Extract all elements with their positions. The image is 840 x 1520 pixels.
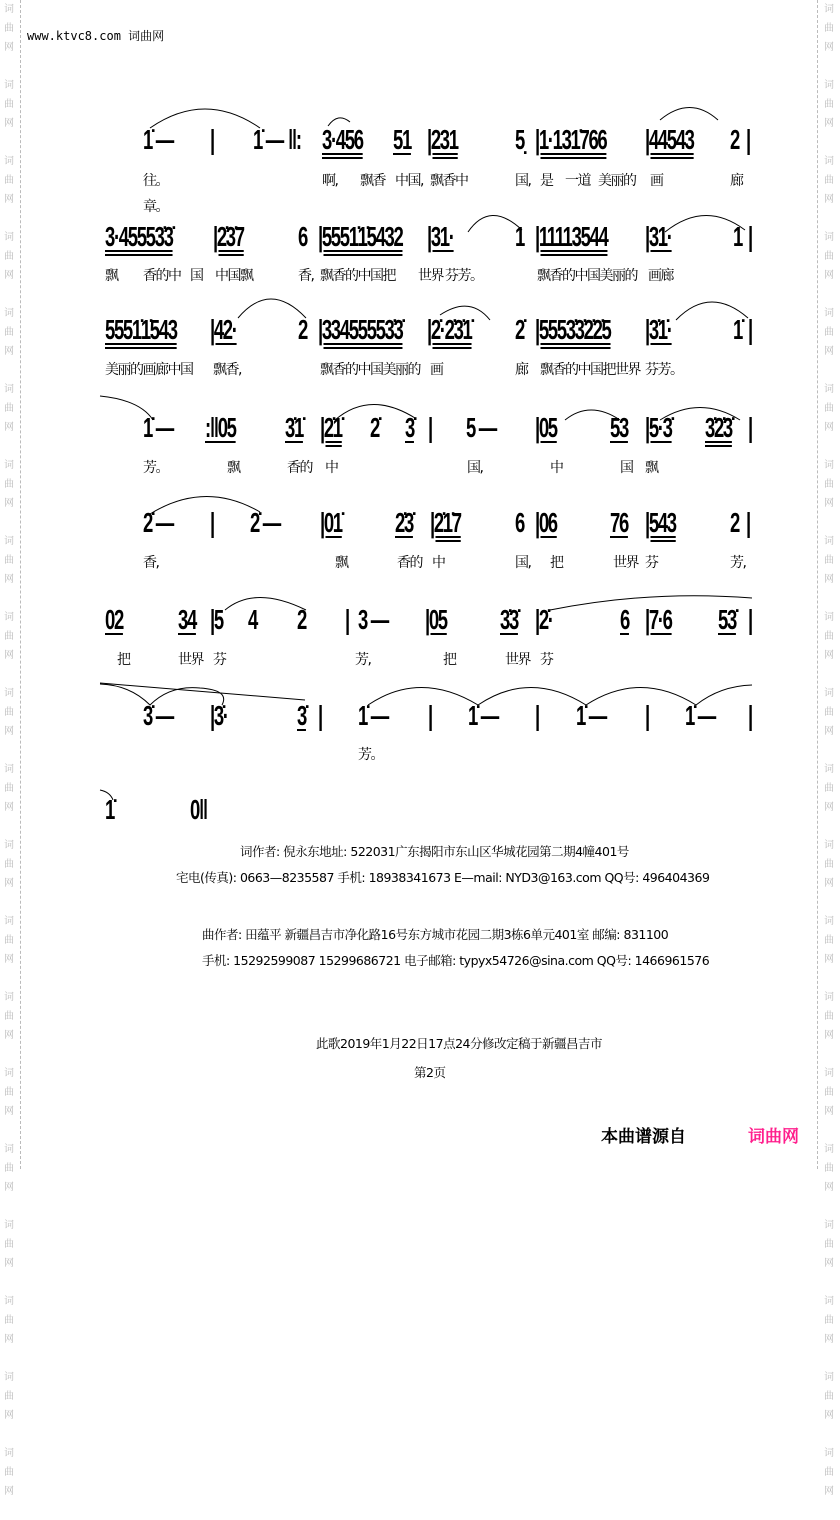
note-group: |2̇1̇7	[430, 507, 461, 538]
lyric: 国	[190, 268, 203, 284]
note-group: 1̇	[105, 794, 114, 825]
lyric: 国,	[467, 460, 483, 476]
note-group: |11113544	[535, 221, 608, 252]
lyric: 飘香,	[213, 362, 241, 378]
note-group: 02	[105, 604, 123, 635]
bar-line: |	[748, 221, 752, 252]
watermark-right: 词 曲 网 词 曲 网 词 曲 网 词 曲 网 词 曲 网 词 曲 网 词 曲 网 词 曲 网 词 曲 网 词 曲 网 词 曲 网 词 曲 网 词 曲 网 词 曲 网 词 曲 网 词 曲 网 词 曲 网 词 曲 网 词 曲 网 词 曲 网	[824, 4, 834, 1497]
lyric: 飘香的中国美丽的	[537, 268, 637, 284]
lyric: 把	[550, 555, 563, 571]
note-group: 5̣	[515, 124, 524, 155]
note-group: |42·	[210, 314, 237, 345]
bar-line: |	[345, 604, 349, 635]
note-group: 1̇ —	[358, 700, 388, 731]
lyric: 画	[650, 173, 663, 189]
note-group: |2̇3̇7	[213, 221, 244, 252]
bar-line: |	[210, 507, 214, 538]
bar-line: |	[748, 604, 752, 635]
note-group: 2	[297, 604, 306, 635]
note-group: |3̇1̇·	[645, 314, 672, 345]
note-group: 34	[178, 604, 196, 635]
lyric: 章。	[143, 199, 168, 215]
lyric: 飘香中	[430, 173, 468, 189]
note-group: 1̇ —	[468, 700, 498, 731]
note-group: :‖05	[205, 412, 236, 443]
lyric: 芳。	[143, 460, 168, 476]
note-group: 6	[515, 507, 524, 538]
lyric: 廊	[730, 173, 743, 189]
lyric: 把	[117, 652, 130, 668]
bar-line: |	[318, 700, 322, 731]
lyric: 香的中	[143, 268, 181, 284]
lyric: 芬	[213, 652, 226, 668]
note-group: 1̇ —	[143, 412, 173, 443]
source-site-link[interactable]: 词曲网	[748, 1127, 799, 1147]
note-group: 6	[620, 604, 629, 635]
note-group: |231	[427, 124, 458, 155]
right-margin-line	[817, 0, 818, 1169]
lyric: 世界	[505, 652, 530, 668]
bar-line: |	[210, 124, 214, 155]
note-group: |3̇·	[210, 700, 228, 731]
note-group: 2	[298, 314, 307, 345]
note-group: 4	[248, 604, 257, 635]
lyric: 香的	[397, 555, 422, 571]
note-group: 2̇3̇	[395, 507, 413, 538]
note-group: 3·456	[322, 124, 363, 155]
note-group: 2	[730, 507, 739, 538]
lyric: 飘香的中国把	[320, 268, 395, 284]
page-number: 第2页	[414, 1065, 446, 1080]
left-margin-line	[20, 0, 21, 1169]
note-group: |33455553̇3̇	[318, 314, 403, 345]
note-group: 2	[730, 124, 739, 155]
lyric: 芳,	[355, 652, 371, 668]
note-group: 2̇ —	[143, 507, 173, 538]
lyric: 画	[430, 362, 443, 378]
note-group: 3̇3̇	[500, 604, 518, 635]
note-group: 51	[393, 124, 411, 155]
bar-line: |	[746, 507, 750, 538]
lyric: 国	[620, 460, 633, 476]
bar-line: |	[645, 700, 649, 731]
bar-line: |	[748, 314, 752, 345]
lyric: 国,	[515, 173, 531, 189]
lyric: 飘	[227, 460, 240, 476]
lyric: 中国,	[395, 173, 423, 189]
lyric: 芳,	[730, 555, 746, 571]
lyric: 香,	[298, 268, 314, 284]
note-group: |7·6	[645, 604, 672, 635]
site-header: www.ktvc8.com 词曲网	[27, 29, 165, 43]
note-group: 2̇	[515, 314, 524, 345]
lyric: 国,	[515, 555, 531, 571]
lyric: 啊,	[322, 173, 338, 189]
lyric: 把	[443, 652, 456, 668]
composer-info: 曲作者: 田蕴平 新疆昌吉市净化路16号东方城市花园二期3栋6单元401室 邮编: 831100	[202, 927, 669, 942]
lyric: 芬	[645, 555, 658, 571]
note-group: |44543	[645, 124, 694, 155]
note-group: 3̇2̇3̇	[705, 412, 732, 443]
lyric: 画廊	[648, 268, 673, 284]
note-group: 3 —	[358, 604, 388, 635]
lyric: 飘香	[360, 173, 385, 189]
note-group: 5 —	[466, 412, 496, 443]
lyric: 往。	[143, 173, 168, 189]
note-group: |05	[425, 604, 447, 635]
watermark-left: 词 曲 网 词 曲 网 词 曲 网 词 曲 网 词 曲 网 词 曲 网 词 曲 网 词 曲 网 词 曲 网 词 曲 网 词 曲 网 词 曲 网 词 曲 网 词 曲 网 词 曲 网 词 曲 网 词 曲 网 词 曲 网 词 曲 网 词 曲 网	[4, 4, 14, 1497]
bar-line: |	[748, 700, 752, 731]
note-group: 1̇	[733, 314, 742, 345]
lyric: 芳。	[358, 747, 383, 763]
lyric: 芬芳。	[645, 362, 683, 378]
note-group: 0‖	[190, 794, 207, 825]
note-group: 6	[298, 221, 307, 252]
bar-line: |	[428, 412, 432, 443]
note-group: 2̇	[370, 412, 379, 443]
note-group: 76	[610, 507, 628, 538]
note-group: |1·131̇766	[535, 124, 607, 155]
lyric: 中国飘	[215, 268, 253, 284]
note-group: 53̇	[718, 604, 736, 635]
bar-line: |	[748, 412, 752, 443]
note-group: 2̇ —	[250, 507, 280, 538]
bar-line: |	[746, 124, 750, 155]
note-group: 3·45553̇3̇	[105, 221, 173, 252]
lyric: 廊	[515, 362, 528, 378]
note-group: 3̇1̇	[285, 412, 303, 443]
lyric: 飘香的中国把世界	[540, 362, 640, 378]
lyric: 飘	[645, 460, 658, 476]
lyric: 芬芳。	[445, 268, 483, 284]
note-group: 3̇	[405, 412, 414, 443]
note-group: 5551̇1̇543	[105, 314, 177, 345]
note-group: |5551̇1̇5432	[318, 221, 403, 252]
note-group: |2̇1̇	[320, 412, 342, 443]
lyric: 芬	[540, 652, 553, 668]
note-group: ‖:	[288, 124, 301, 155]
note-group: |05	[535, 412, 557, 443]
lyric: 美丽的画廊中国	[105, 362, 193, 378]
note-group: 1̇ —	[576, 700, 606, 731]
lyric: 美丽的	[598, 173, 636, 189]
bar-line: |	[535, 700, 539, 731]
lyric: 世界	[613, 555, 638, 571]
note-group: |5	[210, 604, 223, 635]
lyric: 中	[550, 460, 563, 476]
note-group: |2̇·	[535, 604, 553, 635]
note-group: |543	[645, 507, 676, 538]
lyric: 一道	[565, 173, 590, 189]
note-group: 1̇ —	[685, 700, 715, 731]
lyricist-contact: 宅电(传真): 0663—8235587 手机: 18938341673 E—mail: NYD3@163.com QQ号: 496404369	[176, 870, 710, 885]
note-group: 1	[733, 221, 742, 252]
lyric: 世界	[178, 652, 203, 668]
bar-line: |	[428, 700, 432, 731]
note-group: |5553̇3̇2̇2̇5	[535, 314, 611, 345]
note-group: |31·	[645, 221, 672, 252]
lyric: 飘	[105, 268, 118, 284]
lyric: 香,	[143, 555, 159, 571]
note-group: |2̇·2̇3̇1̇	[427, 314, 472, 345]
lyric: 香的	[287, 460, 312, 476]
note-group: |01̇	[320, 507, 342, 538]
note-group: |5·3̇	[645, 412, 672, 443]
lyric: 世界	[418, 268, 443, 284]
note-group: 3̇ —	[143, 700, 173, 731]
lyric: 中	[325, 460, 338, 476]
lyric: 是	[540, 173, 553, 189]
note-group: 3̇	[297, 700, 306, 731]
note-group: 1̇ —	[253, 124, 283, 155]
note-group: |06	[535, 507, 557, 538]
note-group: 53	[610, 412, 628, 443]
lyric: 中	[432, 555, 445, 571]
note-group: |31·	[427, 221, 454, 252]
revision-note: 此歌2019年1月22日17点24分修改定稿于新疆昌吉市	[316, 1036, 602, 1051]
note-group: 1̇ —	[143, 124, 173, 155]
source-label: 本曲谱源自	[601, 1127, 686, 1147]
lyric: 飘	[335, 555, 348, 571]
lyricist-info: 词作者: 倪永东地址: 522031广东揭阳市东山区华城花园第二期4幢401号	[240, 844, 629, 859]
note-group: 1	[515, 221, 524, 252]
lyric: 飘香的中国美丽的	[320, 362, 420, 378]
composer-contact: 手机: 15292599087 15299686721 电子邮箱: typyx54726@sina.com QQ号: 1466961576	[202, 953, 710, 968]
